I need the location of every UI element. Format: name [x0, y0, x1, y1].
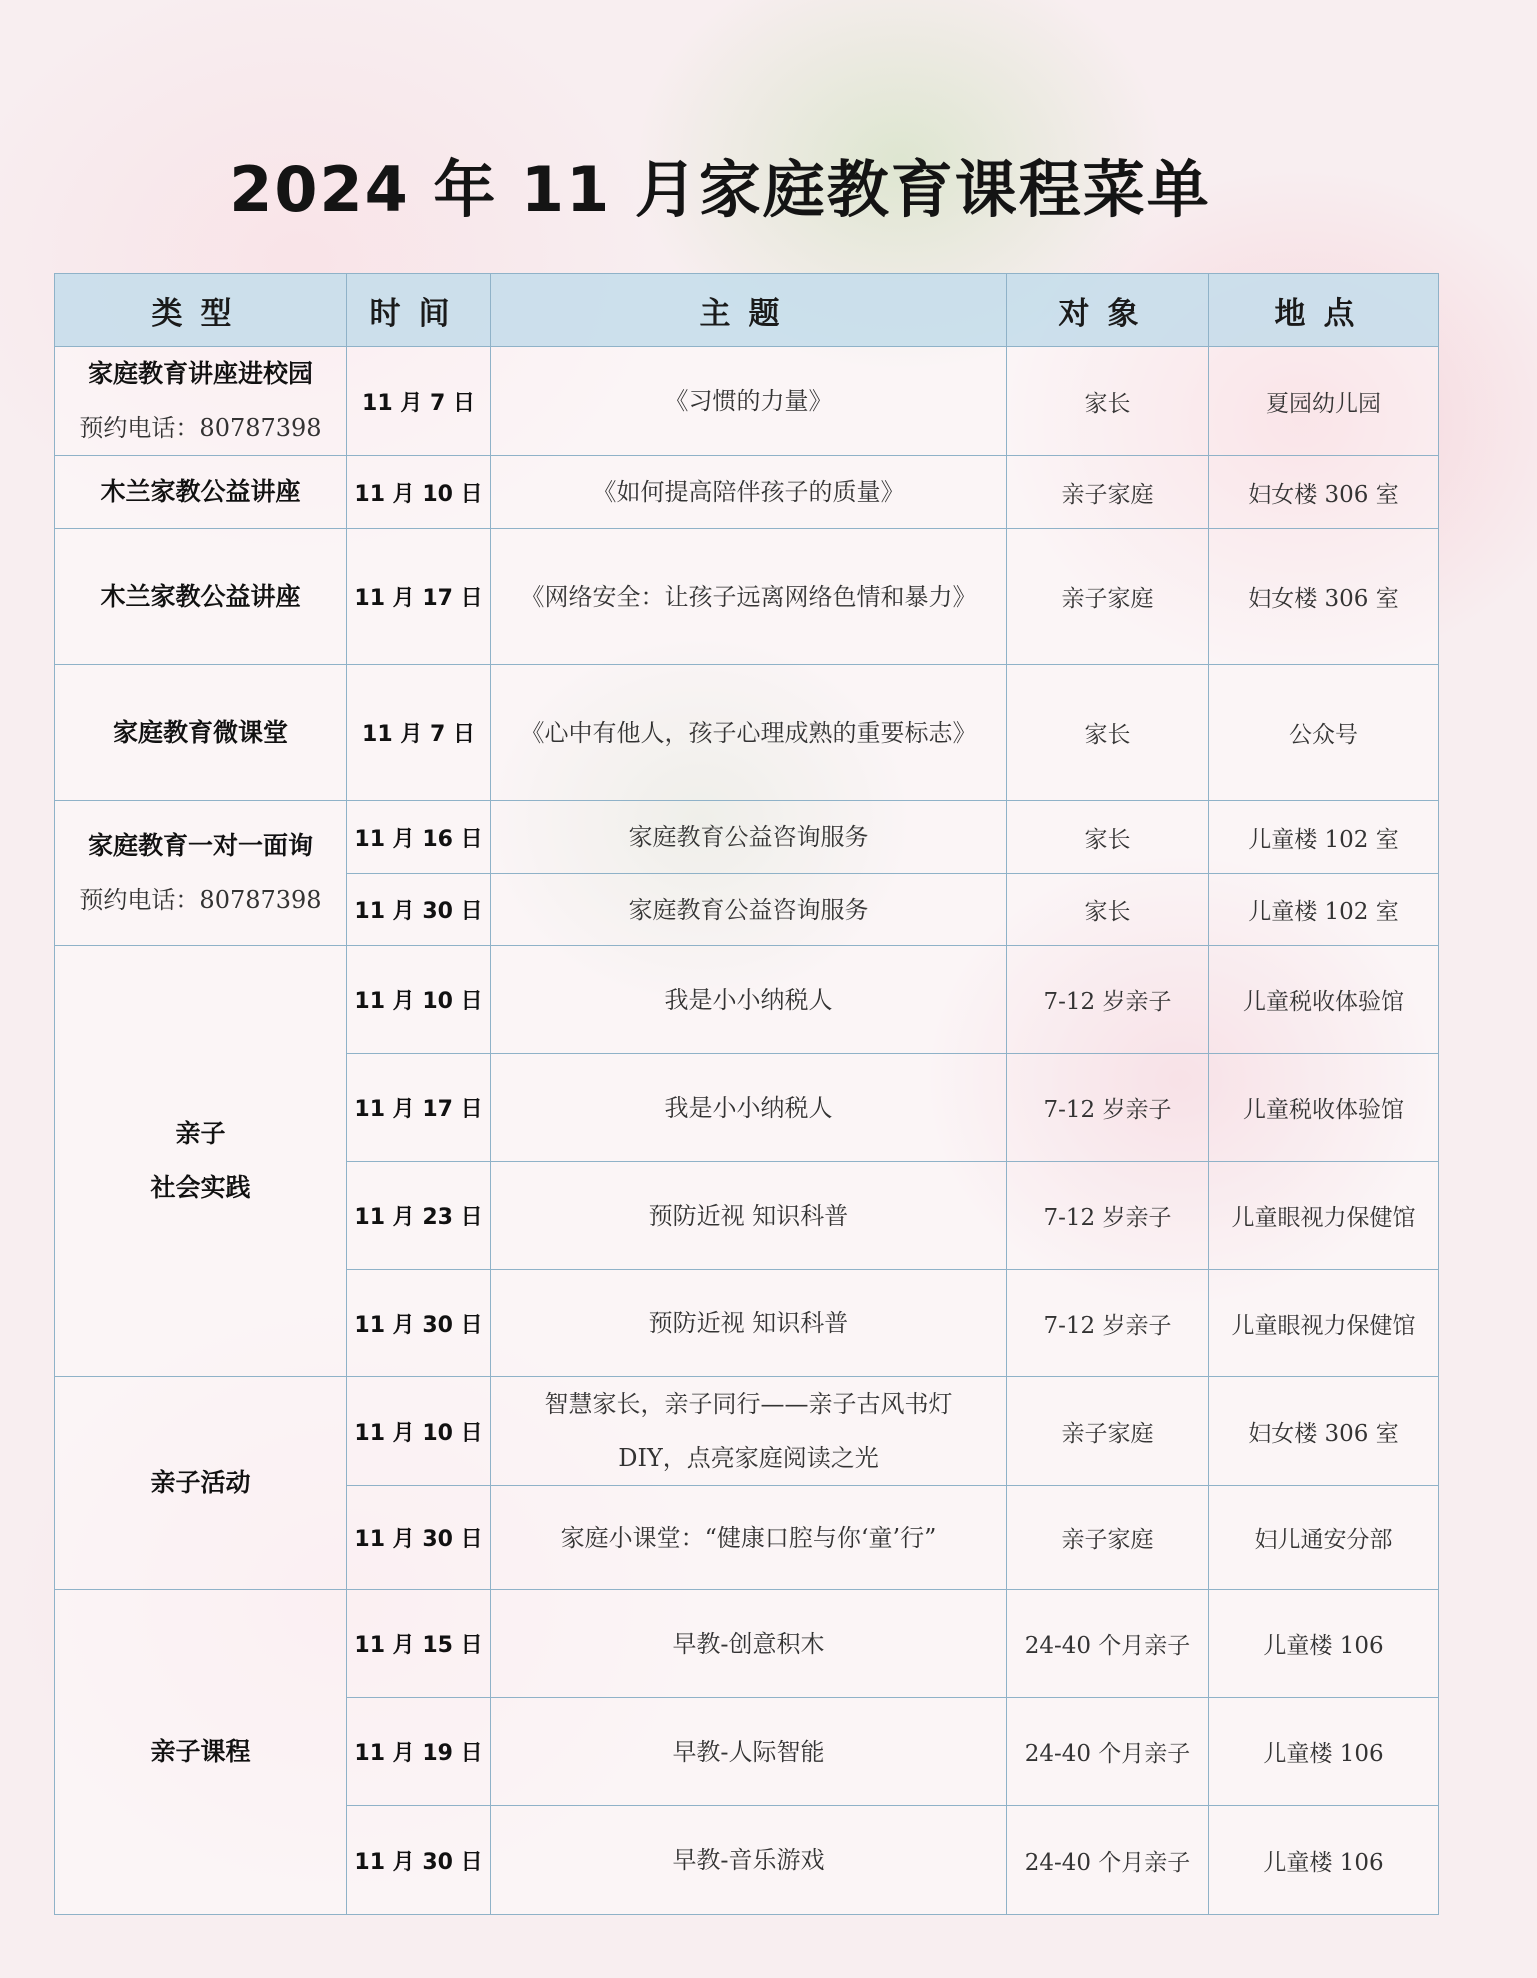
course-date: 11 月 7 日: [347, 665, 491, 801]
course-date: 11 月 19 日: [347, 1698, 491, 1806]
course-audience: 亲子家庭: [1007, 1377, 1209, 1486]
booking-phone: 预约电话：80787398: [79, 886, 322, 914]
course-location: 妇女楼 306 室: [1209, 1377, 1439, 1486]
course-topic: 家庭教育公益咨询服务: [491, 801, 1007, 874]
table-row: [55, 1590, 1439, 1698]
course-location: 儿童眼视力保健馆: [1209, 1270, 1439, 1377]
table-row: [55, 529, 1439, 665]
course-audience: 7-12 岁亲子: [1007, 946, 1209, 1054]
course-location: 妇儿通安分部: [1209, 1486, 1439, 1590]
course-date: 11 月 10 日: [347, 1377, 491, 1486]
course-topic: 家庭小课堂：“健康口腔与你‘童’行”: [491, 1486, 1007, 1590]
course-location: 儿童楼 106: [1209, 1590, 1439, 1698]
table-row: [55, 801, 1439, 874]
header-topic: 主题: [491, 274, 1007, 347]
course-location: 儿童眼视力保健馆: [1209, 1162, 1439, 1270]
header-type: 类型: [55, 274, 347, 347]
course-date: 11 月 10 日: [347, 456, 491, 529]
table-body: [55, 347, 1439, 1915]
course-topic: 预防近视 知识科普: [491, 1270, 1007, 1377]
course-date: 11 月 30 日: [347, 1270, 491, 1377]
course-location: 儿童楼 106: [1209, 1806, 1439, 1915]
course-location: 儿童税收体验馆: [1209, 1054, 1439, 1162]
course-topic: 《心中有他人，孩子心理成熟的重要标志》: [491, 665, 1007, 801]
course-type: [55, 665, 347, 801]
course-audience: 7-12 岁亲子: [1007, 1054, 1209, 1162]
course-audience: 7-12 岁亲子: [1007, 1270, 1209, 1377]
course-audience: 24-40 个月亲子: [1007, 1698, 1209, 1806]
course-type-label: 家庭教育讲座进校园: [87, 359, 313, 388]
course-topic: 《网络安全：让孩子远离网络色情和暴力》: [491, 529, 1007, 665]
course-location: 儿童税收体验馆: [1209, 946, 1439, 1054]
course-type-label: 家庭教育一对一面询: [87, 831, 313, 860]
course-date: 11 月 30 日: [347, 1486, 491, 1590]
course-topic: 预防近视 知识科普: [491, 1162, 1007, 1270]
course-audience: 亲子家庭: [1007, 1486, 1209, 1590]
course-location: 夏园幼儿园: [1209, 347, 1439, 456]
course-topic: [491, 1377, 1007, 1486]
course-type: [55, 1377, 347, 1590]
course-type: [55, 801, 347, 946]
course-table: [54, 273, 1439, 1915]
course-location: 妇女楼 306 室: [1209, 456, 1439, 529]
course-date: 11 月 30 日: [347, 1806, 491, 1915]
table-row: [55, 347, 1439, 456]
course-type: [55, 946, 347, 1377]
course-date: 11 月 23 日: [347, 1162, 491, 1270]
header-time: 时间: [347, 274, 491, 347]
course-date: 11 月 10 日: [347, 946, 491, 1054]
course-type-label: 家庭教育微课堂: [112, 717, 288, 747]
course-type: [55, 347, 347, 456]
course-type-label: 社会实践: [150, 1173, 251, 1202]
course-audience: 家长: [1007, 347, 1209, 456]
course-date: 11 月 17 日: [347, 529, 491, 665]
course-location: 儿童楼 102 室: [1209, 874, 1439, 946]
course-topic-line: DIY，点亮家庭阅读之光: [618, 1444, 879, 1472]
table-row: [55, 1377, 1439, 1486]
course-topic: 家庭教育公益咨询服务: [491, 874, 1007, 946]
course-type: [55, 1590, 347, 1915]
course-topic: 《如何提高陪伴孩子的质量》: [491, 456, 1007, 529]
course-audience: 家长: [1007, 665, 1209, 801]
course-audience: 24-40 个月亲子: [1007, 1590, 1209, 1698]
course-location: 儿童楼 106: [1209, 1698, 1439, 1806]
course-type-label: 木兰家教公益讲座: [100, 581, 301, 611]
header-audience: 对象: [1007, 274, 1209, 347]
booking-phone: 预约电话：80787398: [79, 414, 322, 442]
course-type-label: 亲子活动: [150, 1468, 251, 1497]
course-audience: 亲子家庭: [1007, 529, 1209, 665]
course-topic: 早教-音乐游戏: [491, 1806, 1007, 1915]
course-date: 11 月 17 日: [347, 1054, 491, 1162]
course-audience: 家长: [1007, 874, 1209, 946]
course-type: [55, 456, 347, 529]
course-audience: 家长: [1007, 801, 1209, 874]
course-type-label: 木兰家教公益讲座: [100, 477, 301, 506]
course-location: 妇女楼 306 室: [1209, 529, 1439, 665]
page-title: 2024 年 11 月家庭教育课程菜单: [229, 153, 1211, 226]
table-row: [55, 946, 1439, 1054]
course-location: 公众号: [1209, 665, 1439, 801]
course-type-label: 亲子课程: [150, 1737, 251, 1766]
course-type: [55, 529, 347, 665]
course-date: 11 月 15 日: [347, 1590, 491, 1698]
course-audience: 7-12 岁亲子: [1007, 1162, 1209, 1270]
course-topic: 我是小小纳税人: [491, 946, 1007, 1054]
course-audience: 亲子家庭: [1007, 456, 1209, 529]
table-row: [55, 456, 1439, 529]
course-audience: 24-40 个月亲子: [1007, 1806, 1209, 1915]
table-row: [55, 665, 1439, 801]
header-location: 地点: [1209, 274, 1439, 347]
course-type-label: 亲子: [175, 1119, 226, 1148]
course-date: 11 月 30 日: [347, 874, 491, 946]
course-topic-line: 智慧家长，亲子同行——亲子古风书灯: [544, 1390, 953, 1418]
table-header-row: [55, 274, 1439, 347]
course-topic: 《习惯的力量》: [491, 347, 1007, 456]
course-topic: 我是小小纳税人: [491, 1054, 1007, 1162]
course-topic: 早教-人际智能: [491, 1698, 1007, 1806]
course-date: 11 月 16 日: [347, 801, 491, 874]
course-date: 11 月 7 日: [347, 347, 491, 456]
course-location: 儿童楼 102 室: [1209, 801, 1439, 874]
course-topic: 早教-创意积木: [491, 1590, 1007, 1698]
